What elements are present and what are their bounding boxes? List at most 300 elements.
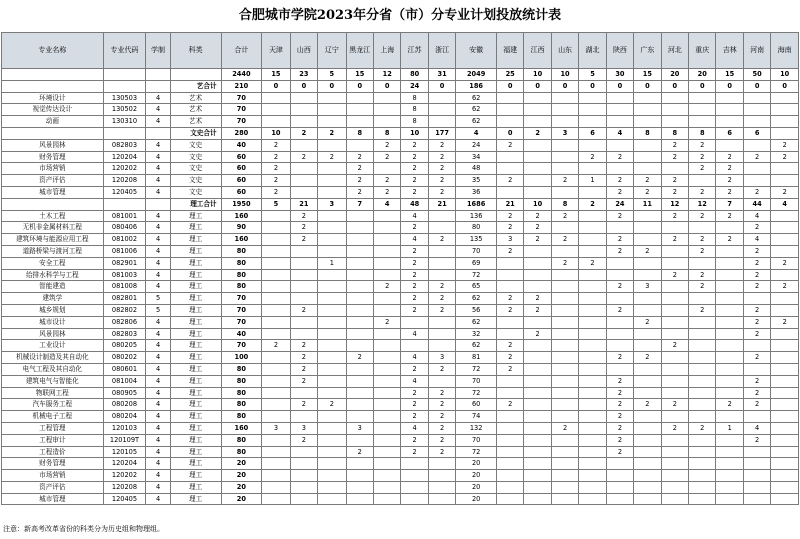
table-cell: [290, 163, 317, 175]
table-cell: [290, 92, 317, 104]
table-cell: [743, 493, 770, 505]
column-header: 河北: [661, 33, 688, 69]
table-cell: 2: [551, 257, 578, 269]
table-body: [2, 69, 799, 505]
table-cell: 50: [743, 69, 770, 81]
table-cell: 8: [551, 198, 578, 210]
table-cell: 2: [401, 175, 428, 187]
table-cell: 3: [346, 422, 373, 434]
table-row: [2, 316, 799, 328]
table-cell: 2: [579, 198, 606, 210]
table-cell: [374, 245, 401, 257]
table-cell: [346, 269, 373, 281]
table-cell: [262, 234, 290, 246]
table-cell: 4: [401, 422, 428, 434]
table-cell: 70: [221, 293, 262, 305]
table-cell: 2: [290, 352, 317, 364]
table-cell: [262, 281, 290, 293]
table-cell: 2: [743, 304, 770, 316]
table-cell: [318, 316, 346, 328]
table-cell: 80: [456, 222, 497, 234]
table-cell: 7: [716, 198, 743, 210]
table-cell: 186: [456, 80, 497, 92]
table-cell: 2: [428, 363, 455, 375]
table-cell: [689, 92, 716, 104]
table-cell: [262, 269, 290, 281]
table-cell: 理工: [170, 470, 221, 482]
table-cell: [634, 139, 661, 151]
table-cell: [290, 269, 317, 281]
column-header: 山东: [551, 33, 578, 69]
table-cell: 2: [579, 257, 606, 269]
table-cell: [771, 481, 799, 493]
table-cell: 2: [262, 340, 290, 352]
table-cell: [579, 328, 606, 340]
table-cell: 2: [290, 127, 317, 139]
table-cell: [606, 269, 633, 281]
table-cell: [103, 80, 146, 92]
table-cell: 2: [716, 163, 743, 175]
table-cell: [551, 481, 578, 493]
table-cell: 35: [456, 175, 497, 187]
table-cell: [262, 375, 290, 387]
table-cell: 2: [262, 186, 290, 198]
table-cell: [771, 493, 799, 505]
table-cell: 2: [661, 210, 688, 222]
table-cell: 70: [221, 92, 262, 104]
table-cell: 70: [221, 340, 262, 352]
table-cell: 24: [401, 80, 428, 92]
table-cell: 8: [346, 127, 373, 139]
table-cell: [634, 387, 661, 399]
table-cell: 2: [661, 422, 688, 434]
table-cell: 210: [221, 80, 262, 92]
table-cell: [2, 127, 104, 139]
table-cell: 4: [401, 328, 428, 340]
table-cell: 12: [689, 198, 716, 210]
table-cell: 80: [221, 375, 262, 387]
table-cell: 城市管理: [2, 186, 104, 198]
table-cell: [290, 186, 317, 198]
table-cell: 130503: [103, 92, 146, 104]
table-cell: [634, 293, 661, 305]
table-cell: [716, 340, 743, 352]
table-cell: [318, 92, 346, 104]
table-cell: 2: [262, 139, 290, 151]
table-cell: [716, 316, 743, 328]
table-cell: 60: [221, 175, 262, 187]
table-cell: 5: [146, 293, 170, 305]
table-cell: 080205: [103, 340, 146, 352]
table-cell: 2: [346, 186, 373, 198]
table-cell: [579, 116, 606, 128]
table-cell: 理工: [170, 210, 221, 222]
table-cell: [346, 481, 373, 493]
table-cell: [262, 222, 290, 234]
table-cell: 70: [221, 316, 262, 328]
table-cell: [606, 470, 633, 482]
column-header: 山西: [290, 33, 317, 69]
table-cell: [634, 304, 661, 316]
table-cell: [551, 387, 578, 399]
table-cell: 5: [262, 198, 290, 210]
table-cell: 2: [716, 151, 743, 163]
table-cell: 给排水科学与工程: [2, 269, 104, 281]
table-cell: [579, 304, 606, 316]
table-cell: 5: [146, 304, 170, 316]
table-cell: [524, 446, 551, 458]
table-cell: [661, 104, 688, 116]
table-cell: 2: [661, 186, 688, 198]
column-header: 学制: [146, 33, 170, 69]
table-cell: 5: [579, 69, 606, 81]
table-cell: 2: [401, 151, 428, 163]
table-cell: 1950: [221, 198, 262, 210]
table-cell: 2: [771, 151, 799, 163]
table-cell: [318, 210, 346, 222]
table-cell: 2: [689, 234, 716, 246]
table-cell: [551, 304, 578, 316]
table-cell: 建筑环境与能源应用工程: [2, 234, 104, 246]
table-cell: [689, 104, 716, 116]
table-cell: [496, 116, 523, 128]
table-cell: 280: [221, 127, 262, 139]
table-cell: 2: [661, 175, 688, 187]
table-cell: 80: [221, 399, 262, 411]
table-cell: 4: [146, 151, 170, 163]
table-cell: 资产评估: [2, 175, 104, 187]
table-cell: [689, 116, 716, 128]
table-cell: 70: [221, 304, 262, 316]
table-cell: 80: [221, 245, 262, 257]
table-cell: [579, 210, 606, 222]
table-cell: 文史合计: [170, 127, 221, 139]
table-cell: 4: [146, 481, 170, 493]
table-cell: [524, 422, 551, 434]
table-cell: [2, 80, 104, 92]
table-cell: [290, 316, 317, 328]
table-cell: 理工: [170, 281, 221, 293]
table-cell: 2: [290, 434, 317, 446]
table-cell: [661, 481, 688, 493]
table-cell: [634, 151, 661, 163]
table-cell: [374, 399, 401, 411]
table-cell: 2: [346, 446, 373, 458]
table-cell: [606, 328, 633, 340]
table-cell: 8: [374, 127, 401, 139]
table-cell: 0: [771, 80, 799, 92]
table-cell: 082803: [103, 139, 146, 151]
table-cell: 2: [524, 210, 551, 222]
table-cell: 0: [346, 80, 373, 92]
table-cell: [346, 458, 373, 470]
table-cell: 081002: [103, 234, 146, 246]
table-cell: 80: [221, 281, 262, 293]
table-cell: 4: [771, 198, 799, 210]
table-cell: 4: [146, 281, 170, 293]
table-cell: 80: [221, 269, 262, 281]
table-cell: 2: [496, 363, 523, 375]
table-cell: 2: [634, 186, 661, 198]
column-header: 黑龙江: [346, 33, 373, 69]
table-cell: 080202: [103, 352, 146, 364]
table-cell: 2: [606, 399, 633, 411]
table-cell: 80: [401, 69, 428, 81]
table-cell: [374, 257, 401, 269]
table-cell: 文史: [170, 139, 221, 151]
table-cell: 12: [374, 69, 401, 81]
table-cell: [428, 458, 455, 470]
table-cell: 2: [428, 434, 455, 446]
table-cell: 10: [262, 127, 290, 139]
table-cell: [606, 340, 633, 352]
table-cell: 082803: [103, 328, 146, 340]
table-cell: [579, 163, 606, 175]
table-cell: [318, 139, 346, 151]
table-cell: [661, 222, 688, 234]
table-cell: 4: [146, 422, 170, 434]
table-cell: [262, 245, 290, 257]
table-cell: [579, 340, 606, 352]
table-cell: [771, 363, 799, 375]
table-cell: [606, 92, 633, 104]
table-cell: 4: [146, 175, 170, 187]
table-cell: 2: [374, 151, 401, 163]
table-row: [2, 422, 799, 434]
table-cell: 20: [456, 493, 497, 505]
column-header: 江苏: [401, 33, 428, 69]
table-cell: [524, 352, 551, 364]
table-cell: 80: [221, 411, 262, 423]
table-cell: 15: [716, 69, 743, 81]
table-row: [2, 104, 799, 116]
table-cell: 2: [401, 434, 428, 446]
table-cell: [771, 92, 799, 104]
table-cell: [771, 245, 799, 257]
table-cell: 市场营销: [2, 163, 104, 175]
table-cell: [524, 163, 551, 175]
table-cell: [771, 328, 799, 340]
table-cell: [428, 481, 455, 493]
table-cell: [401, 481, 428, 493]
table-cell: [579, 422, 606, 434]
table-cell: [290, 411, 317, 423]
table-cell: [262, 104, 290, 116]
table-cell: 2: [496, 139, 523, 151]
table-cell: 理工: [170, 245, 221, 257]
table-row: [2, 481, 799, 493]
table-cell: 2: [716, 175, 743, 187]
table-row: [2, 387, 799, 399]
table-cell: 0: [428, 80, 455, 92]
table-cell: 2: [743, 328, 770, 340]
table-cell: 2: [290, 375, 317, 387]
table-cell: 2: [606, 411, 633, 423]
table-cell: [262, 434, 290, 446]
table-cell: 8: [689, 127, 716, 139]
table-cell: 0: [374, 80, 401, 92]
table-cell: [318, 411, 346, 423]
table-cell: [318, 234, 346, 246]
table-cell: 20: [221, 458, 262, 470]
table-cell: [579, 186, 606, 198]
table-cell: [661, 411, 688, 423]
table-cell: 2: [401, 399, 428, 411]
table-cell: [524, 269, 551, 281]
table-cell: [346, 328, 373, 340]
table-cell: 2: [374, 316, 401, 328]
table-cell: [716, 139, 743, 151]
table-cell: 62: [456, 340, 497, 352]
table-cell: [318, 446, 346, 458]
table-cell: [428, 328, 455, 340]
table-row: [2, 458, 799, 470]
table-cell: [634, 269, 661, 281]
table-cell: 理工: [170, 340, 221, 352]
table-cell: 2: [401, 304, 428, 316]
table-cell: 2: [771, 257, 799, 269]
table-cell: [716, 281, 743, 293]
table-cell: 20: [221, 481, 262, 493]
table-cell: [318, 328, 346, 340]
table-cell: 2: [496, 175, 523, 187]
table-cell: 15: [346, 69, 373, 81]
table-cell: [634, 411, 661, 423]
table-cell: [496, 446, 523, 458]
table-cell: 2: [524, 234, 551, 246]
table-cell: 2: [428, 186, 455, 198]
table-cell: 15: [634, 69, 661, 81]
table-cell: [689, 175, 716, 187]
table-cell: 2: [716, 210, 743, 222]
table-cell: 72: [456, 363, 497, 375]
table-cell: [524, 151, 551, 163]
table-cell: [496, 257, 523, 269]
table-cell: 4: [146, 328, 170, 340]
table-cell: 2: [606, 352, 633, 364]
table-cell: 2: [290, 234, 317, 246]
table-cell: 0: [743, 80, 770, 92]
table-cell: [579, 481, 606, 493]
table-cell: 2: [606, 281, 633, 293]
table-cell: 10: [771, 69, 799, 81]
table-cell: 2: [374, 175, 401, 187]
table-cell: 72: [456, 446, 497, 458]
table-cell: 2: [634, 399, 661, 411]
table-cell: [634, 222, 661, 234]
table-cell: 2: [290, 340, 317, 352]
table-row: [2, 116, 799, 128]
table-cell: [661, 352, 688, 364]
table-cell: 城市设计: [2, 316, 104, 328]
table-cell: [496, 481, 523, 493]
table-cell: [262, 411, 290, 423]
table-cell: 2: [428, 387, 455, 399]
table-cell: [428, 470, 455, 482]
table-cell: 建筑电气与智能化: [2, 375, 104, 387]
table-cell: 2: [689, 210, 716, 222]
table-cell: [262, 481, 290, 493]
column-header: 科类: [170, 33, 221, 69]
table-cell: [496, 375, 523, 387]
table-cell: 20: [456, 458, 497, 470]
table-cell: [346, 234, 373, 246]
table-cell: 环境设计: [2, 92, 104, 104]
table-cell: [551, 163, 578, 175]
table-cell: [716, 328, 743, 340]
table-cell: 2: [524, 293, 551, 305]
table-cell: [496, 458, 523, 470]
table-cell: [634, 458, 661, 470]
table-cell: 2: [716, 234, 743, 246]
table-row: [2, 434, 799, 446]
table-cell: [579, 399, 606, 411]
table-cell: 11: [634, 198, 661, 210]
table-cell: [262, 387, 290, 399]
table-cell: 2: [606, 175, 633, 187]
table-cell: 2: [606, 234, 633, 246]
table-cell: 2: [496, 293, 523, 305]
table-cell: 2: [262, 163, 290, 175]
table-cell: [496, 163, 523, 175]
table-row: [2, 234, 799, 246]
table-cell: 2: [716, 399, 743, 411]
table-cell: [689, 352, 716, 364]
table-cell: 2: [743, 186, 770, 198]
table-cell: 160: [221, 422, 262, 434]
table-cell: [579, 352, 606, 364]
table-cell: 机械电子工程: [2, 411, 104, 423]
table-cell: [428, 104, 455, 116]
table-cell: [496, 269, 523, 281]
table-cell: [374, 411, 401, 423]
table-cell: [374, 481, 401, 493]
table-row: [2, 257, 799, 269]
table-cell: [318, 375, 346, 387]
table-cell: 0: [716, 80, 743, 92]
table-row: [2, 151, 799, 163]
table-cell: [496, 316, 523, 328]
table-cell: 2: [262, 175, 290, 187]
table-cell: 4: [146, 411, 170, 423]
table-cell: 艺合计: [170, 80, 221, 92]
table-cell: [374, 363, 401, 375]
table-cell: [374, 210, 401, 222]
table-cell: [689, 293, 716, 305]
table-cell: 工业设计: [2, 340, 104, 352]
table-cell: 2: [689, 245, 716, 257]
column-header: 福建: [496, 33, 523, 69]
table-cell: 理工: [170, 293, 221, 305]
table-cell: [290, 116, 317, 128]
table-cell: 120204: [103, 151, 146, 163]
table-cell: [428, 210, 455, 222]
table-cell: [401, 316, 428, 328]
table-cell: 2: [401, 163, 428, 175]
table-cell: [262, 293, 290, 305]
table-cell: [262, 92, 290, 104]
table-cell: [318, 175, 346, 187]
table-cell: [551, 493, 578, 505]
table-cell: [524, 493, 551, 505]
table-cell: [496, 186, 523, 198]
table-cell: 2: [428, 446, 455, 458]
table-cell: [716, 387, 743, 399]
table-cell: 2: [661, 139, 688, 151]
table-cell: [634, 481, 661, 493]
column-header: 河南: [743, 33, 770, 69]
table-cell: [634, 234, 661, 246]
